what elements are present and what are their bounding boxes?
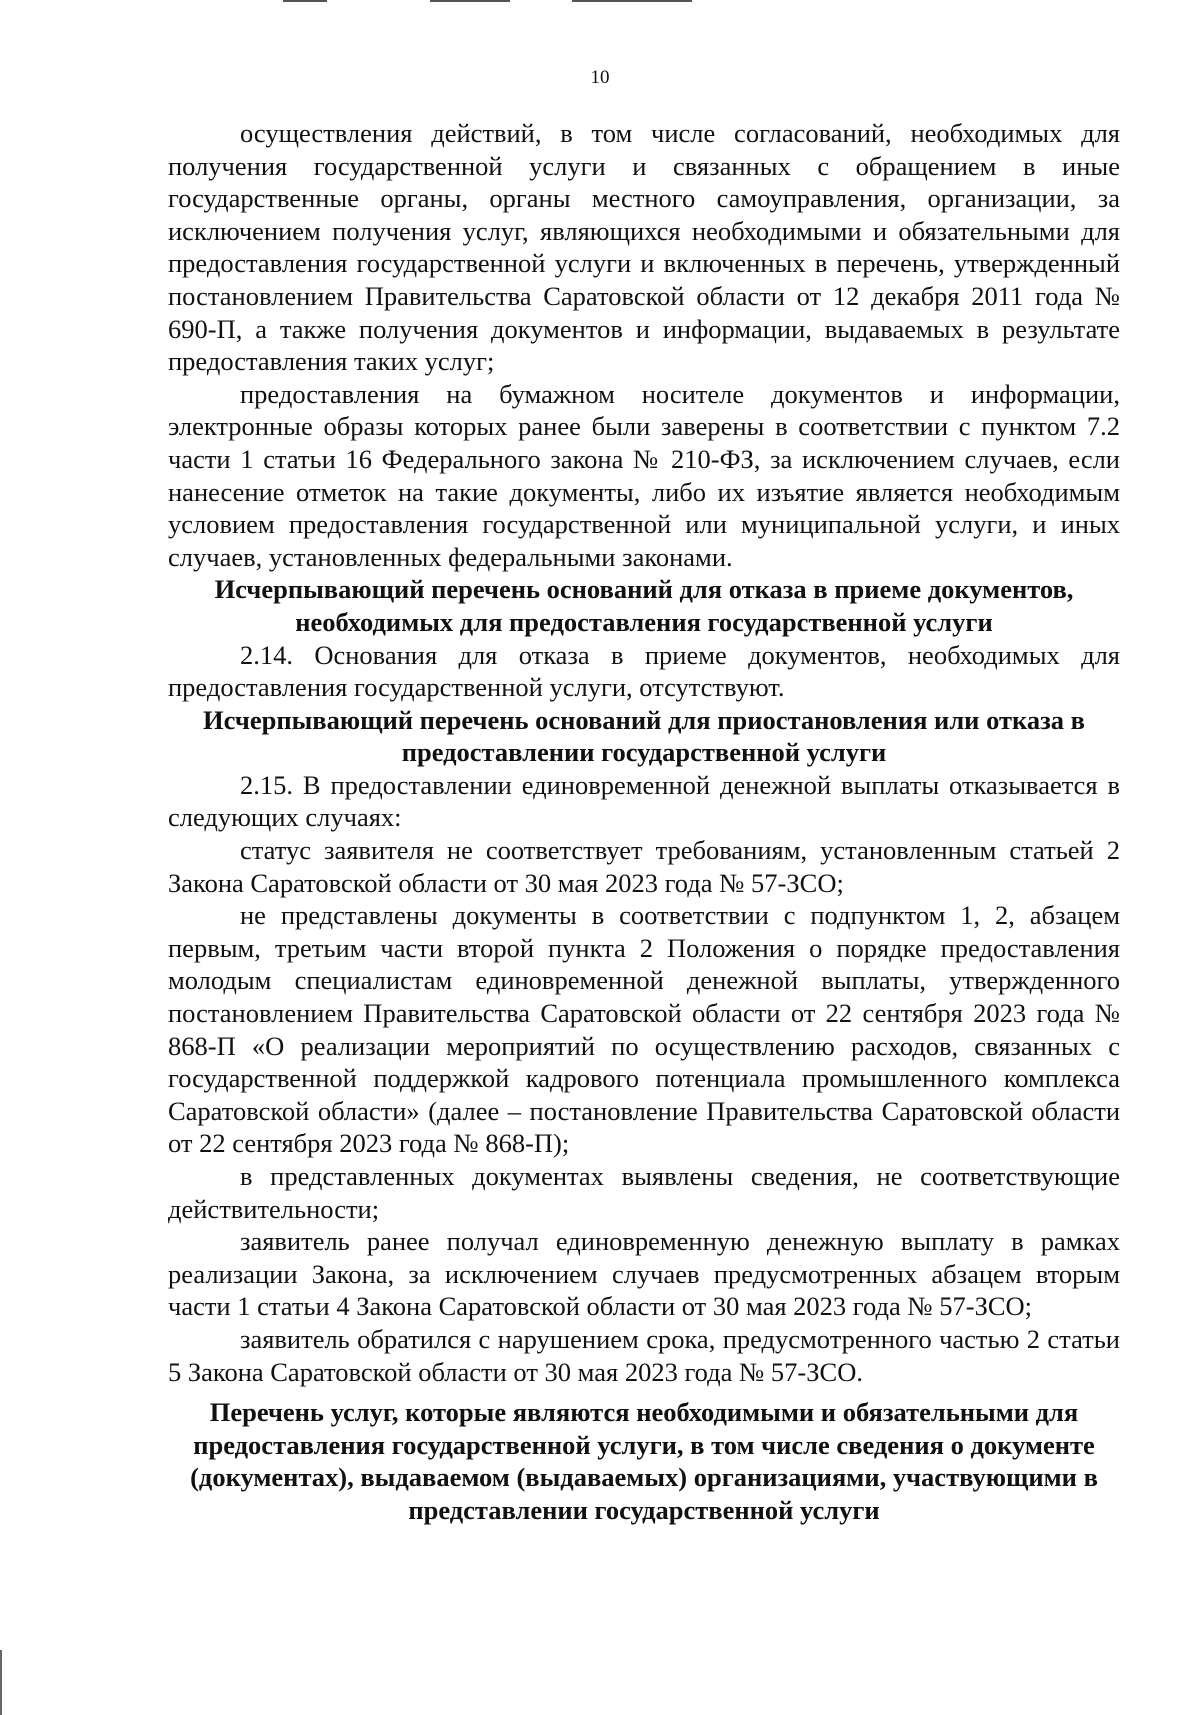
paragraph-previous-payment: заявитель ранее получал единовременную денежную выплату в рамках реализации Закона, за исключением случаев предусмотренных абзацем вторым части 1 статьи 4 Закона Саратовской области от 30 мая 2023 года № 57-ЗСО; [168, 1226, 1120, 1322]
paragraph-2-15: 2.15. В предоставлении единовременной денежной выплаты отказывается в следующих случаях: [168, 769, 1120, 833]
paragraph-paper-documents: предоставления на бумажном носителе документов и информации, электронные образы которых ранее были заверены в соответствии с пунктом 7.2 части 1 статьи 16 Федерального закона № 210-ФЗ, за исключением случаев, если нанесение отметок на такие документы, либо их изъятие является необходимым условием предоставления государственной или муниципальной услуги, и иных случаев, установленных федеральными законами. [168, 378, 1120, 572]
paragraph-actions: осуществления действий, в том числе согласований, необходимых для получения государственной услуги и связанных с обращением в иные государственные органы, органы местного самоуправления, организации, за исключением получения услуг, являющихся необходимыми и обязательными для предоставления государственной услуги и включенных в перечень, утвержденный постановлением Правительства Саратовской области от 12 декабря 2011 года № 690-П, а также получения документов и информации, выдаваемых в результате предоставления таких услуг; [168, 118, 1120, 377]
heading-refusal-service: Исчерпывающий перечень оснований для приостановления или отказа в предоставлении государственной услуги [203, 704, 1085, 768]
paragraph-documents-missing: не представлены документы в соответствии с подпунктом 1, 2, абзацем первым, третьим части второй пункта 2 Положения о порядке предоставления молодым специалистам единовременной денежной выплаты, утвержденного постановлением Правительства Саратовской области от 22 сентября 2023 года № 868-П «О реализации мероприятий по осуществлению расходов, связанных с государственной поддержкой кадрового потенциала промышленного комплекса Саратовской области» (далее – постановление Правительства Саратовской области от 22 сентября 2023 года № 868-П); [168, 900, 1120, 1159]
scan-edge [0, 1650, 2, 1715]
scan-mark-2 [430, 0, 510, 2]
scan-mark-3 [572, 0, 692, 2]
paragraph-status: статус заявителя не соответствует требованиям, установленным статьей 2 Закона Саратовской области от 30 мая 2023 года № 57-ЗСО; [168, 835, 1120, 898]
paragraph-false-info: в представленных документах выявлены сведения, не соответствующие действительности; [168, 1161, 1120, 1224]
page-number: 10 [590, 67, 610, 88]
scan-mark-1 [283, 0, 327, 2]
paragraph-2-14: 2.14. Основания для отказа в приеме документов, необходимых для предоставления государственной услуги, отсутствуют. [168, 639, 1120, 703]
heading-refusal-acceptance: Исчерпывающий перечень оснований для отказа в приеме документов, необходимых для предоставления государственной услуги [214, 574, 1074, 637]
paragraph-deadline: заявитель обратился с нарушением срока, предусмотренного частью 2 статьи 5 Закона Саратовской области от 30 мая 2023 года № 57-ЗСО. [168, 1323, 1120, 1387]
heading-necessary-services: Перечень услуг, которые являются необходимыми и обязательными для предоставления государственной услуги, в том числе сведения о документе (документах), выдаваемом (выдаваемых) организациями, участвующими в представлении государственной услуги [190, 1397, 1098, 1525]
document-body [168, 117, 1120, 1527]
